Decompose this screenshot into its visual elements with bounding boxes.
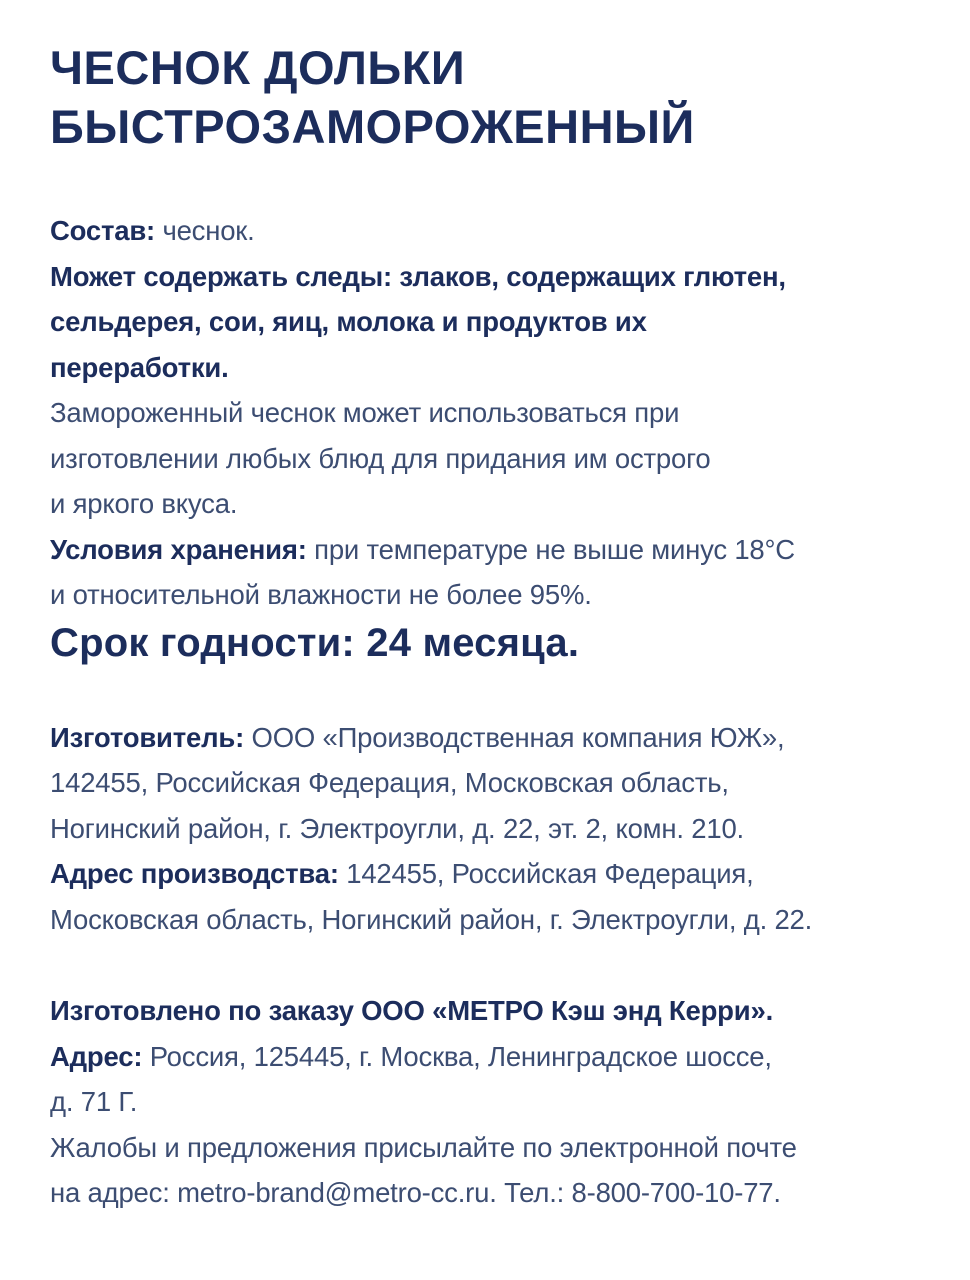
composition-label: Состав: (50, 215, 156, 246)
manufacturer-line-2: 142455, Российская Федерация, Московская область, (50, 767, 729, 798)
production-address (50, 851, 950, 942)
product-title-line-1: ЧЕСНОК ДОЛЬКИ (50, 41, 466, 94)
label-body (50, 208, 950, 1216)
manufacturer-line-1 (50, 715, 950, 761)
composition (50, 208, 950, 254)
allergens-line-3: переработки. (50, 351, 229, 383)
importer-address (50, 1034, 950, 1125)
storage-label: Условия хранения: (50, 533, 307, 565)
manufacturer-value-1: ООО «Производственная компания ЮЖ», (244, 721, 785, 753)
production-address-line-2: Московская область, Ногинский район, г. Электроугли, д. 22. (50, 903, 813, 935)
manufacturer-label: Изготовитель: (50, 721, 245, 753)
importer-address-line-1 (50, 1034, 950, 1080)
complaints (50, 1125, 950, 1216)
complaints-line-2: на адрес: metro-brand@metro-cc.ru. Тел.: 8-800-700-10-77. (50, 1177, 781, 1208)
product-title-line-2: БЫСТРОЗАМОРОЖЕННЫЙ (50, 100, 695, 153)
importer-address-line-2: д. 71 Г. (50, 1086, 138, 1117)
storage-conditions (50, 527, 950, 618)
product-label (50, 38, 950, 1216)
composition-value: чеснок. (155, 215, 255, 246)
description-line-2: изготовлении любых блюд для придания им острого (50, 442, 711, 474)
allergens (50, 254, 950, 391)
shelf-life: Срок годности: 24 месяца. (50, 620, 580, 665)
production-address-label: Адрес производства: (50, 858, 339, 889)
manufacturer-line-3: Ногинский район, г. Электроугли, д. 22, эт. 2, комн. 210. (50, 812, 744, 844)
storage-line-1 (50, 527, 950, 573)
allergens-line-2: сельдерея, сои, яиц, молока и продуктов их (50, 306, 647, 337)
complaints-line-1: Жалобы и предложения присылайте по электронной почте (50, 1131, 797, 1163)
storage-line-2: и относительной влажности не более 95%. (50, 579, 592, 610)
importer-address-value-1: Россия, 125445, г. Москва, Ленинградское шоссе, (142, 1040, 772, 1072)
description (50, 390, 950, 527)
product-title (50, 38, 950, 156)
manufacturer (50, 715, 950, 852)
ordered-by: Изготовлено по заказу ООО «МЕТРО Кэш энд Керри». (50, 995, 774, 1026)
description-line-3: и яркого вкуса. (50, 488, 238, 519)
allergens-line-1: Может содержать следы: злаков, содержащих глютен, (50, 260, 786, 292)
storage-value-1: при температуре не выше минус 18°C (306, 533, 795, 565)
description-line-1: Замороженный чеснок может использоваться при (50, 397, 680, 428)
production-address-line-1 (50, 851, 950, 897)
importer-address-label: Адрес: (50, 1040, 143, 1072)
production-address-value-1: 142455, Российская Федерация, (338, 858, 754, 889)
